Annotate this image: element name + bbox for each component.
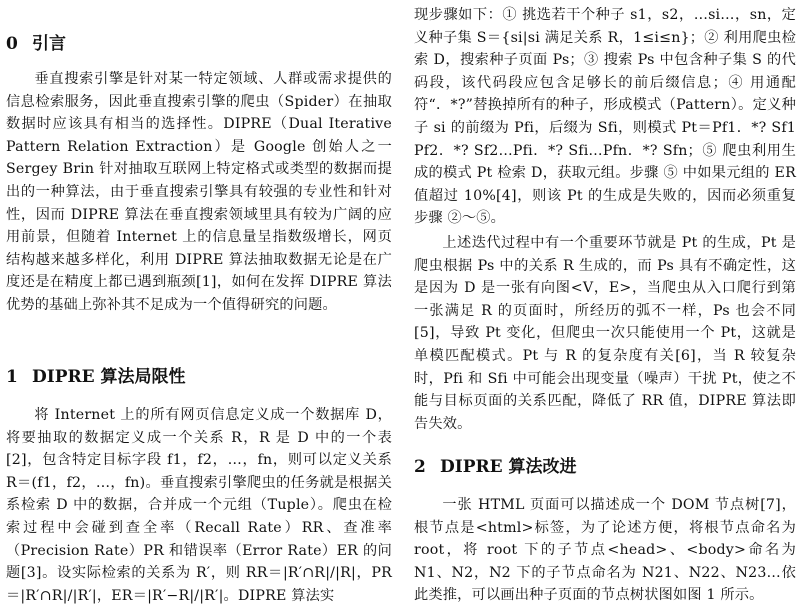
intro-heading <box>6 29 392 54</box>
analysis-paragraph: 上述迭代过程中有一个重要环节就是 Pt 的生成，Pt 是爬虫根据 Ps 中的关系 R 生成的，而 Ps 具有不确定性，这是因为 D 是一张有向图<V，E>，当爬虫从入口爬行到第一张满足 R 的页面时，所经历的弧不一样，Ps 也会不同[5]，导致 Pt 变化，但爬虫一次只能使用一个 Pt，这就是单模匹配模式。Pt 与 R 的复杂度有关[6]，当 R 较复杂时，Pfi 和 Sfi 中可能会出现变量（噪声）干扰 Pt，使之不能与目标页面的关系匹配，降低了 RR 值，DIPRE 算法即告失效。 <box>414 235 796 432</box>
section-2-title: DIPRE 算法改进 <box>440 457 577 477</box>
intro-paragraph: 垂直搜索引擎是针对某一特定领域、人群或需求提供的信息检索服务，因此垂直搜索引擎的爬虫（Spider）在抽取数据时应该具有相当的选择性。DIPRE（Dual Iterative Pattern Relation Extraction）是 Google 创始人之一 Sergey Brin 针对抽取互联网上特定格式或类型的数据而提出的一种算法，由于垂直搜索引擎具有较强的专业性和针对性，因而 DIPRE 算法在垂直搜索领域里具有较为广阔的应用前景，但随着 Internet 上的信息量呈指数级增长，网页结构越来越多样化，利用 DIPRE 算法抽取数据无论是在广度还是在精度上都已遇到瓶颈[1]，如何在发挥 DIPRE 算法优势的基础上弥补其不足成为一个值得研究的问题。 <box>6 71 392 313</box>
section-2-number: 2 <box>414 457 426 477</box>
section-1-number: 1 <box>6 367 18 387</box>
section-1-paragraph: 将 Internet 上的所有网页信息定义成一个数据库 D，将要抽取的数据定义成一个关系 R，R 是 D 中的一个表[2]，包含特定目标字段 f1，f2，…，fn，则可以定义关系 R＝(f1，f2，…，fn)。垂直搜索引擎爬虫的任务就是根据关系检索 D 中的数据，合并成一个元组（Tuple）。爬虫在检索过程中会碰到查全率（Recall Rate）RR、查准率（Precision Rate）PR 和错误率（Error Rate）ER 的问题[3]。设实际检索的关系为 R′，则 RR＝|R′∩R|/|R|，PR＝|R′∩R|/|R′|，ER＝|R′−R|/|R′|。DIPRE 算法实 <box>6 407 392 604</box>
section-1-title: DIPRE 算法局限性 <box>32 367 186 387</box>
steps-paragraph: 现步骤如下：① 挑选若干个种子 s1，s2，…si…，sn，定义种子集 S＝{si|si 满足关系 R，1≤i≤n}；② 利用爬虫检索 D，搜索种子页面 Ps；③ 搜索 Ps 中包含种子集 S 的代码段，该代码段应包含足够长的前后缀信息；④ 用通配符“．*?”替换掉所有的种子，形成模式（Pattern）。定义种子 si 的前缀为 Pfi，后缀为 Sfi，则模式 Pt＝Pf1．*? Sf1 Pf2．*? Sf2…Pfi．*? Sfi…Pfn．*? Sfn；⑤ 爬虫利用生成的模式 Pt 检索 D，获取元组。步骤 ⑤ 中如果元组的 ER 值超过 10%[4]，则该 Pt 的生成是失败的，因而必须重复步骤 ②～⑤。 <box>414 7 796 227</box>
intro-heading-number: 0 <box>6 34 18 54</box>
section-2-heading <box>414 452 796 477</box>
section-1-heading <box>6 362 392 387</box>
section-2-paragraph: 一张 HTML 页面可以描述成一个 DOM 节点树[7]，根节点是<html>标签，为了论述方便，将根节点命名为 root，将 root 下的子节点<head>、<body>命名为 N1、N2，N2 下的子节点命名为 N21、N22、N23…依此类推，可以画出种子页面的节点树状图如图 1 所示。 <box>414 497 796 604</box>
intro-heading-text: 引言 <box>32 34 66 54</box>
